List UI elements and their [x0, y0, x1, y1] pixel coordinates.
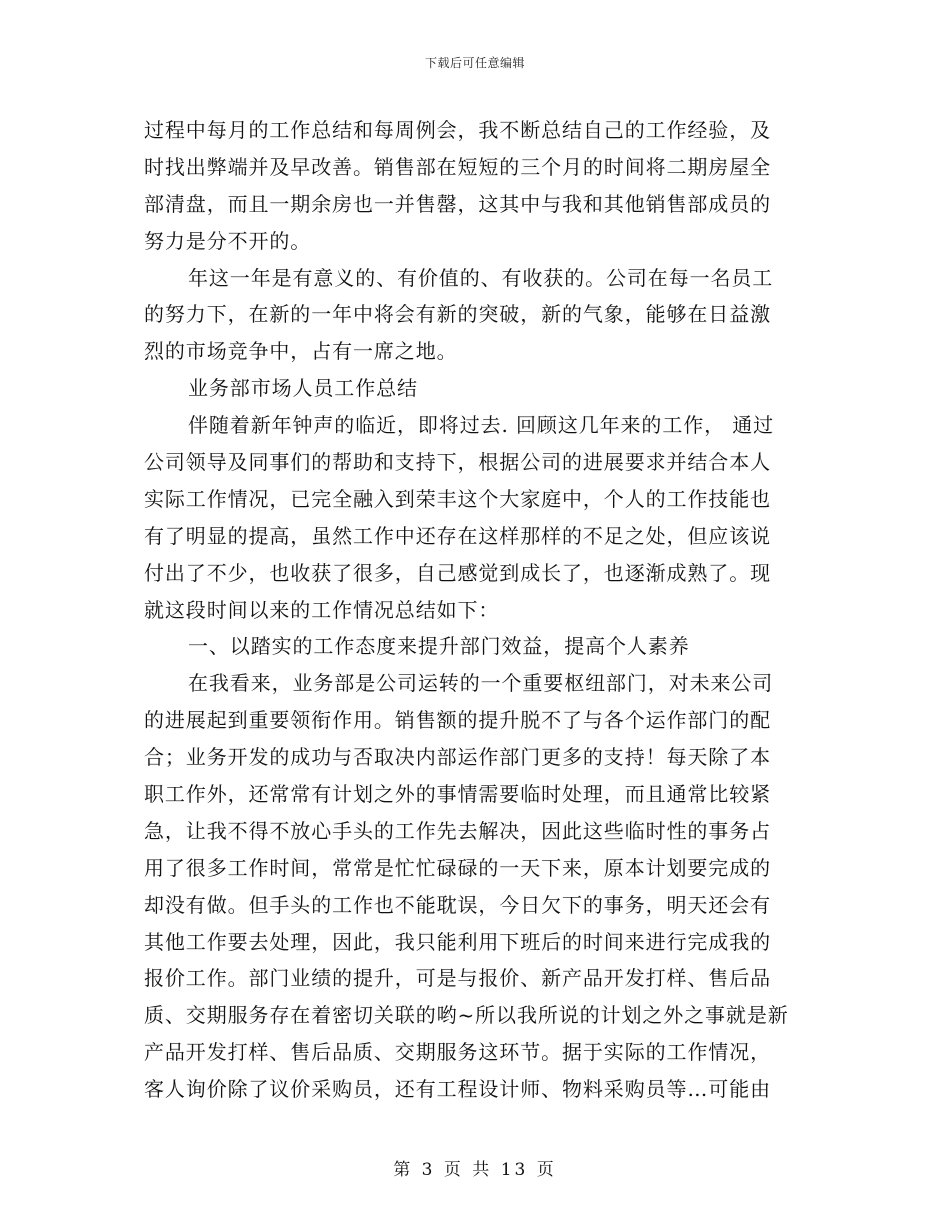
- text-line: 公司领导及同事们的帮助和支持下，根据公司的进展要求并结合本人: [144, 450, 771, 475]
- text-line: 客人询价除了议价采购员，还有工程设计师、物料采购员等…可能由: [144, 1077, 771, 1102]
- text-line: 报价工作。部门业绩的提升，可是与报价、新产品开发打样、售后品: [144, 966, 771, 991]
- text-line: 时找出弊端并及早改善。销售部在短短的三个月的时间将二期房屋全: [144, 154, 771, 179]
- text-line: 在我看来，业务部是公司运转的一个重要枢纽部门，对未来公司: [188, 671, 774, 696]
- text-line: 却没有做。但手头的工作也不能耽误，今日欠下的事务，明天还会有: [144, 892, 771, 917]
- text-line: 合；业务开发的成功与否取决内部运作部门更多的支持！每天除了本: [144, 745, 771, 770]
- text-line: 用了很多工作时间，常常是忙忙碌碌的一天下来，原本计划要完成的: [144, 855, 771, 880]
- text-line: 其他工作要去处理，因此，我只能利用下班后的时间来进行完成我的: [144, 929, 771, 954]
- text-line: 的努力下，在新的一年中将会有新的突破，新的气象，能够在日益激: [144, 302, 771, 327]
- text-line: 付出了不少，也收获了很多，自己感觉到成长了，也逐渐成熟了。现: [144, 560, 771, 585]
- text-line: 职工作外，还常常有计划之外的事情需要临时处理，而且通常比较紧: [144, 782, 771, 807]
- text-line: 质、交期服务存在着密切关联的哟~所以我所说的计划之外之事就是新: [144, 1003, 789, 1028]
- text-line: 一、以踏实的工作态度来提升部门效益，提高个人素养: [188, 634, 690, 659]
- text-line: 有了明显的提高，虽然工作中还存在这样那样的不足之处，但应该说: [144, 523, 771, 548]
- page-footer: 第 3 页 共 13 页: [393, 1160, 557, 1180]
- text-line: 就这段时间以来的工作情况总结如下：: [144, 597, 500, 622]
- text-line: 业务部市场人员工作总结: [188, 376, 418, 401]
- text-line: 过程中每月的工作总结和每周例会，我不断总结自己的工作经验，及: [144, 118, 771, 142]
- body-text: [144, 112, 809, 1108]
- text-line: 的进展起到重要领衔作用。销售额的提升脱不了与各个运作部门的配: [144, 708, 771, 733]
- text-line: 产品开发打样、售后品质、交期服务这环节。据于实际的工作情况，: [144, 1040, 771, 1065]
- text-line: 伴随着新年钟声的临近，即将过去. 回顾这几年来的工作， 通过: [188, 413, 775, 438]
- text-line: 努力是分不开的。: [144, 228, 312, 253]
- text-line: 烈的市场竞争中，占有一席之地。: [144, 339, 458, 364]
- text-line: 实际工作情况，已完全融入到荣丰这个大家庭中，个人的工作技能也: [144, 486, 771, 511]
- page-header: 下载后可任意编辑: [424, 56, 525, 70]
- text-line: 年这一年是有意义的、有价值的、有收获的。公司在每一名员工: [188, 265, 774, 290]
- text-line: 急，让我不得不放心手头的工作先去解决，因此这些临时性的事务占: [144, 818, 771, 843]
- text-line: 部清盘，而且一期余房也一并售罄，这其中与我和其他销售部成员的: [144, 191, 771, 216]
